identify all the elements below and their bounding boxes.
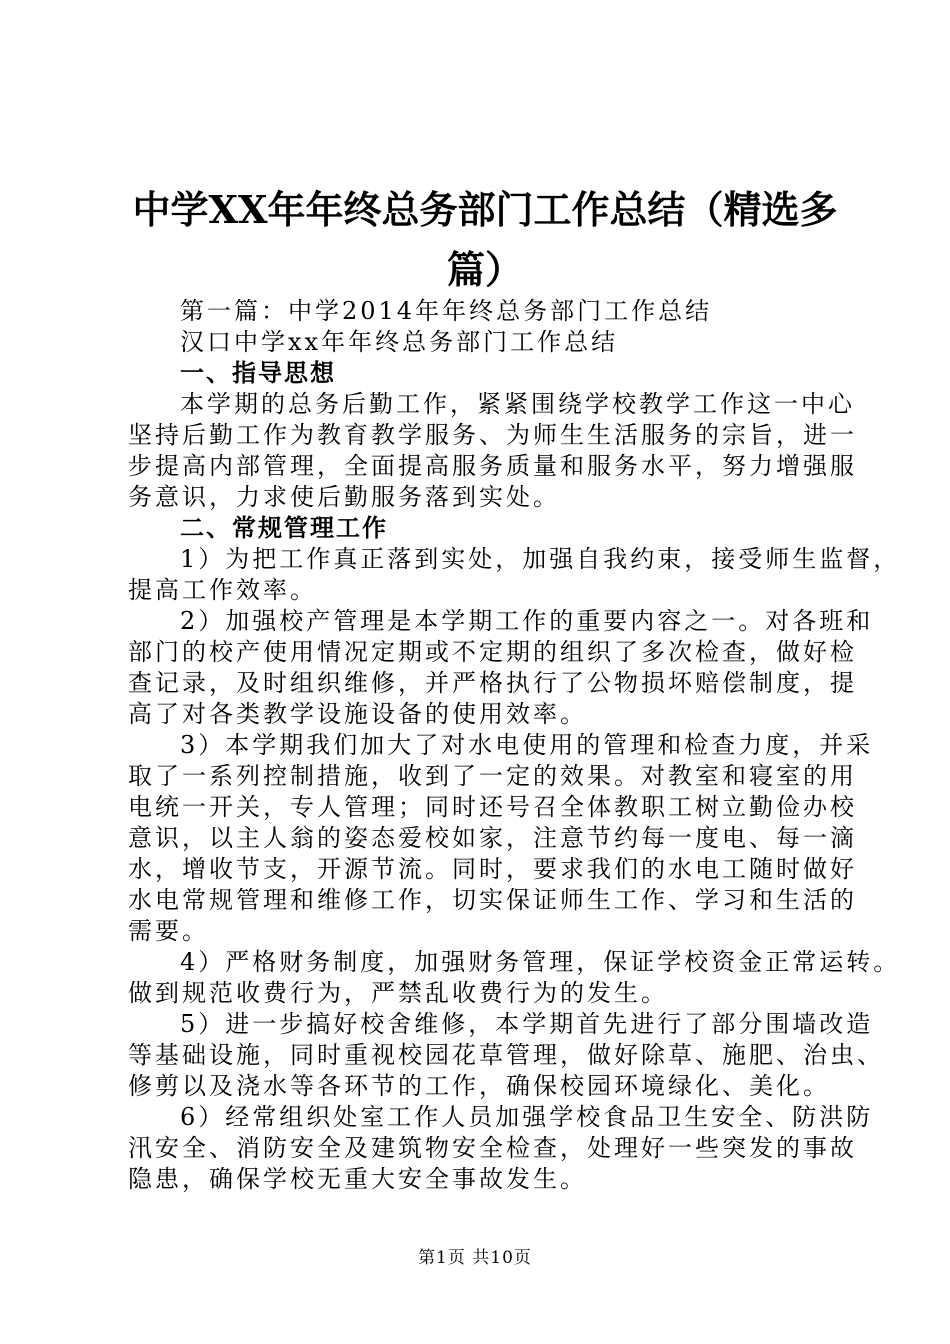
paragraph-line: 隐患，确保学校无重大安全事故发生。	[128, 1165, 587, 1193]
subtitle-school-summary: 汉口中学xx年年终总务部门工作总结	[180, 328, 619, 356]
paragraph-line: 本学期的总务后勤工作，紧紧围绕学校教学工作这一中心	[180, 390, 855, 418]
paragraph-line: 高了对各类教学设施设备的使用效率。	[128, 700, 587, 728]
paragraph-line: 水，增收节支，开源节流。同时，要求我们的水电工随时做好	[128, 855, 857, 883]
section-heading-guiding-thought: 一、指导思想	[180, 359, 336, 387]
paragraph-line: 提高工作效率。	[128, 576, 317, 604]
paragraph-line: 等基础设施，同时重视校园花草管理，做好除草、施肥、治虫、	[128, 1041, 884, 1069]
section-heading-routine-management: 二、常规管理工作	[180, 514, 388, 542]
paragraph-line: 3）本学期我们加大了对水电使用的管理和检查力度，并采	[180, 731, 874, 759]
page-number-footer: 第1页 共10页	[418, 1248, 532, 1268]
paragraph-line: 汛安全、消防安全及建筑物安全检查，处理好一些突发的事故	[128, 1134, 857, 1162]
paragraph-line: 1）为把工作真正落到实处，加强自我约束，接受师生监督，	[180, 545, 901, 573]
paragraph-line: 查记录，及时组织维修，并严格执行了公物损坏赔偿制度，提	[128, 669, 857, 697]
paragraph-line: 坚持后勤工作为教育教学服务、为师生生活服务的宗旨，进一	[128, 421, 857, 449]
title-line: 中学XX年年终总务部门工作总结（精选多	[132, 187, 838, 232]
paragraph-line: 5）进一步搞好校舍维修，本学期首先进行了部分围墙改造	[180, 1010, 874, 1038]
document-title	[120, 180, 850, 300]
paragraph-line: 步提高内部管理，全面提高服务质量和服务水平，努力增强服	[128, 452, 857, 480]
paragraph-line: 做到规范收费行为，严禁乱收费行为的发生。	[128, 979, 668, 1007]
paragraph-line: 务意识，力求使后勤服务落到实处。	[128, 483, 560, 511]
paragraph-line: 意识，以主人翁的姿态爱校如家，注意节约每一度电、每一滴	[128, 824, 857, 852]
paragraph-line: 取了一系列控制措施，收到了一定的效果。对教室和寝室的用	[128, 762, 857, 790]
paragraph-line: 需要。	[128, 917, 209, 945]
paragraph-line: 修剪以及浇水等各环节的工作，确保校园环境绿化、美化。	[128, 1072, 830, 1100]
subtitle-first-article: 第一篇：中学2014年年终总务部门工作总结	[180, 297, 713, 325]
paragraph-line: 部门的校产使用情况定期或不定期的组织了多次检查，做好检	[128, 638, 857, 666]
document-body	[128, 296, 901, 1195]
title-line: 篇）	[446, 247, 523, 292]
paragraph-line: 2）加强校产管理是本学期工作的重要内容之一。对各班和	[180, 607, 874, 635]
paragraph-line: 4）严格财务制度，加强财务管理，保证学校资金正常运转。	[180, 948, 901, 976]
paragraph-line: 水电常规管理和维修工作，切实保证师生工作、学习和生活的	[128, 886, 857, 914]
paragraph-line: 电统一开关，专人管理；同时还号召全体教职工树立勤俭办校	[128, 793, 857, 821]
paragraph-line: 6）经常组织处室工作人员加强学校食品卫生安全、防洪防	[180, 1103, 874, 1131]
